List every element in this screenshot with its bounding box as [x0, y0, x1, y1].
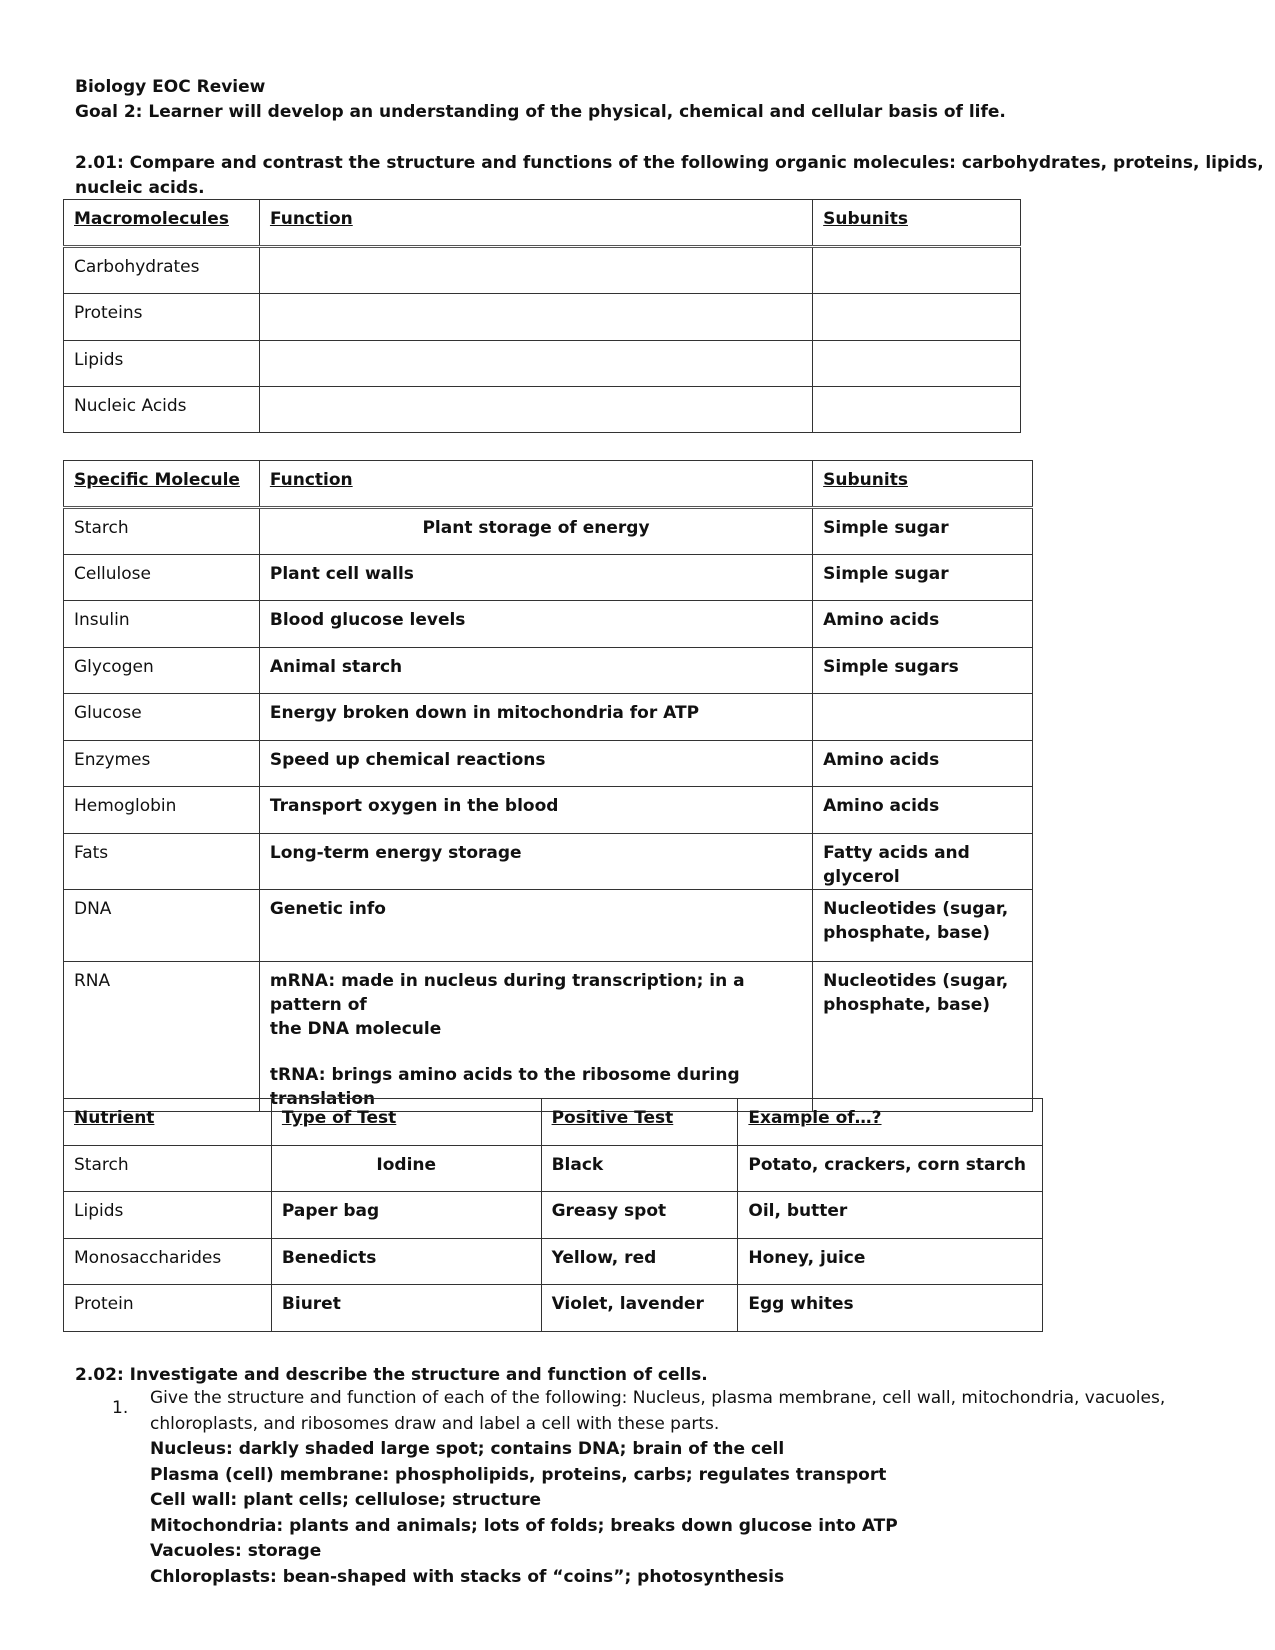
table-row	[64, 648, 1033, 694]
column-header: Specific Molecule	[64, 461, 260, 508]
function-cell: Transport oxygen in the blood	[259, 787, 812, 834]
column-header: Function	[259, 200, 812, 247]
subunits-line: Nucleotides (sugar,	[823, 971, 1009, 991]
section-201-heading: 2.01: Compare and contrast the structure and functions of the following organic molecules: carbohydrates, proteins, lipids,	[75, 153, 1264, 173]
subunits-cell: Fatty acids and glycerol	[813, 834, 1033, 890]
molecule-cell: Glycogen	[64, 648, 260, 694]
nutrient-test-table	[63, 1098, 1043, 1332]
test-type-cell: Biuret	[271, 1285, 541, 1332]
subunits-cell: Simple sugar	[813, 508, 1033, 555]
function-cell	[259, 294, 812, 341]
document-title: Biology EOC Review	[75, 77, 266, 97]
molecule-cell: Hemoglobin	[64, 787, 260, 834]
column-header: Positive Test	[541, 1099, 738, 1146]
positive-test-cell: Yellow, red	[541, 1239, 738, 1285]
molecule-cell: Glucose	[64, 694, 260, 741]
list-item-number: 1.	[112, 1398, 129, 1418]
test-type-cell: Iodine	[271, 1146, 541, 1192]
macromolecule-cell: Proteins	[64, 294, 260, 341]
subunits-cell	[813, 247, 1021, 294]
subunits-cell	[813, 890, 1033, 962]
specific-molecule-table	[63, 460, 1033, 1112]
function-line: the DNA molecule	[269, 1019, 442, 1039]
column-header: Nutrient	[64, 1099, 272, 1146]
positive-test-cell: Black	[541, 1146, 738, 1192]
function-line: mRNA: made in nucleus during transcription; in a pattern of	[269, 971, 745, 1015]
macromolecule-cell: Lipids	[64, 341, 260, 387]
positive-test-cell: Violet, lavender	[541, 1285, 738, 1332]
table-row	[64, 890, 1033, 962]
answer-cell-wall: Cell wall: plant cells; cellulose; structure	[150, 1490, 542, 1510]
nutrient-cell: Monosaccharides	[64, 1239, 272, 1285]
function-cell: Plant storage of energy	[259, 508, 812, 555]
subunits-cell: Amino acids	[813, 741, 1033, 787]
subunits-cell	[813, 962, 1033, 1112]
molecule-cell: Fats	[64, 834, 260, 890]
table-header-row	[64, 1099, 1043, 1146]
example-cell: Honey, juice	[738, 1239, 1043, 1285]
molecule-cell: RNA	[64, 962, 260, 1112]
section-201-heading-cont: nucleic acids.	[75, 178, 205, 198]
table-row	[64, 508, 1033, 555]
table-row	[64, 1192, 1043, 1239]
test-type-cell: Benedicts	[271, 1239, 541, 1285]
example-cell: Egg whites	[738, 1285, 1043, 1332]
molecule-cell: DNA	[64, 890, 260, 962]
macromolecule-cell: Carbohydrates	[64, 247, 260, 294]
table-row	[64, 834, 1033, 890]
function-cell	[259, 387, 812, 433]
subunits-cell: Simple sugars	[813, 648, 1033, 694]
function-cell	[259, 962, 812, 1112]
positive-test-cell: Greasy spot	[541, 1192, 738, 1239]
table-row	[64, 1285, 1043, 1332]
macromolecules-table	[63, 199, 1021, 433]
function-cell: Energy broken down in mitochondria for ATP	[259, 694, 812, 741]
answer-mitochondria: Mitochondria: plants and animals; lots of folds; breaks down glucose into ATP	[150, 1515, 898, 1536]
function-cell: Plant cell walls	[259, 555, 812, 601]
table-header-row	[64, 200, 1021, 247]
table-row	[64, 1239, 1043, 1285]
test-type-cell: Paper bag	[271, 1192, 541, 1239]
function-cell: Blood glucose levels	[259, 601, 812, 648]
nutrient-cell: Lipids	[64, 1192, 272, 1239]
nutrient-cell: Starch	[64, 1146, 272, 1192]
table-row	[64, 1146, 1043, 1192]
subunits-cell	[813, 341, 1021, 387]
subunits-line: Nucleotides (sugar,	[823, 899, 1009, 919]
molecule-cell: Insulin	[64, 601, 260, 648]
column-header: Subunits	[813, 461, 1033, 508]
function-cell: Long-term energy storage	[259, 834, 812, 890]
column-header: Type of Test	[271, 1099, 541, 1146]
macromolecule-cell: Nucleic Acids	[64, 387, 260, 433]
table-row	[64, 962, 1033, 1112]
column-header: Function	[259, 461, 812, 508]
answer-vacuoles: Vacuoles: storage	[150, 1541, 322, 1561]
molecule-cell: Cellulose	[64, 555, 260, 601]
table-row	[64, 601, 1033, 648]
list-item-text: chloroplasts, and ribosomes draw and label a cell with these parts.	[150, 1413, 720, 1434]
answer-plasma-membrane: Plasma (cell) membrane: phospholipids, proteins, carbs; regulates transport	[150, 1464, 887, 1485]
function-cell	[259, 247, 812, 294]
subunits-cell	[813, 694, 1033, 741]
subunits-cell: Amino acids	[813, 601, 1033, 648]
answer-nucleus: Nucleus: darkly shaded large spot; contains DNA; brain of the cell	[150, 1439, 785, 1459]
goal-statement: Goal 2: Learner will develop an understanding of the physical, chemical and cellular basis of life.	[75, 102, 1006, 122]
section-202-heading: 2.02: Investigate and describe the structure and function of cells.	[75, 1365, 708, 1385]
function-cell: Animal starch	[259, 648, 812, 694]
table-header-row	[64, 461, 1033, 508]
example-cell: Oil, butter	[738, 1192, 1043, 1239]
example-cell: Potato, crackers, corn starch	[738, 1146, 1043, 1192]
column-header: Example of…?	[738, 1099, 1043, 1146]
function-cell: Genetic info	[259, 890, 812, 962]
table-row	[64, 387, 1021, 433]
subunits-cell: Simple sugar	[813, 555, 1033, 601]
molecule-cell: Starch	[64, 508, 260, 555]
nutrient-cell: Protein	[64, 1285, 272, 1332]
subunits-line: phosphate, base)	[823, 923, 991, 943]
column-header: Macromolecules	[64, 200, 260, 247]
table-row	[64, 694, 1033, 741]
table-row	[64, 741, 1033, 787]
list-item-text: Give the structure and function of each of the following: Nucleus, plasma membrane, cell wall, mitochondria, vacuoles,	[150, 1388, 1166, 1408]
subunits-cell: Amino acids	[813, 787, 1033, 834]
function-line: tRNA: brings amino acids to the ribosome during translation	[269, 1065, 740, 1109]
molecule-cell: Enzymes	[64, 741, 260, 787]
list-item	[150, 1386, 1165, 1590]
subunits-cell	[813, 387, 1021, 433]
table-row	[64, 555, 1033, 601]
table-row	[64, 787, 1033, 834]
table-row	[64, 341, 1021, 387]
function-cell	[259, 341, 812, 387]
subunits-cell	[813, 294, 1021, 341]
function-cell: Speed up chemical reactions	[259, 741, 812, 787]
table-row	[64, 247, 1021, 294]
subunits-line: phosphate, base)	[823, 995, 991, 1015]
column-header: Subunits	[813, 200, 1021, 247]
table-row	[64, 294, 1021, 341]
answer-chloroplasts: Chloroplasts: bean-shaped with stacks of “coins”; photosynthesis	[150, 1566, 785, 1587]
